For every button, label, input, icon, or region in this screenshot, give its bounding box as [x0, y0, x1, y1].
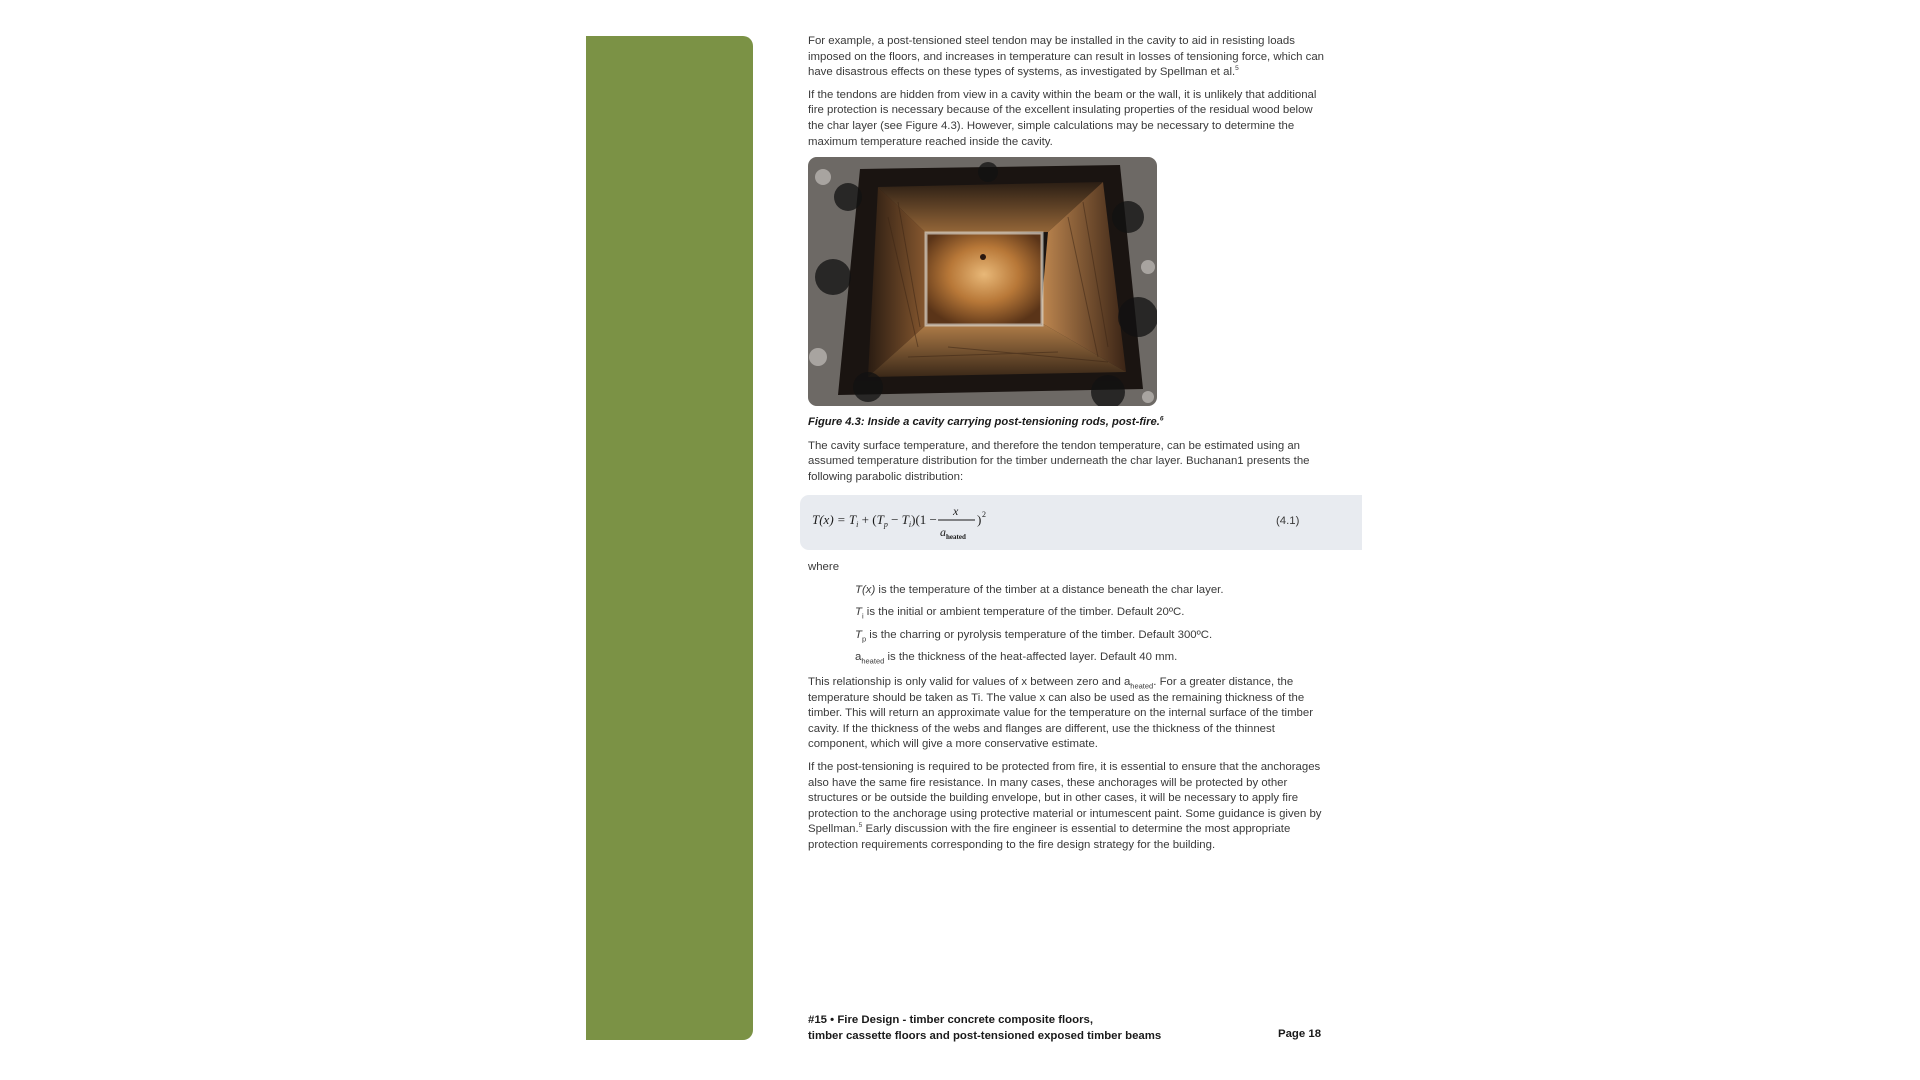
equation-number: (4.1) — [1276, 515, 1300, 527]
footer-title-line-2: timber cassette floors and post-tensioned exposed timber beams — [808, 1029, 1162, 1042]
parabolic-distribution-formula — [810, 500, 1010, 545]
definition-item: T(x) is the temperature of the timber at a distance beneath the char layer. — [855, 583, 1224, 596]
sidebar-color-band — [586, 36, 753, 1040]
figure-caption: Figure 4.3: Inside a cavity carrying post-tensioning rods, post-fire.$^6$ — [808, 415, 1164, 429]
paragraph-cavity-temperature: The cavity surface temperature, and therefore the tendon temperature, can be estimated using an assumed temperature distribution for the timber underneath the char layer. Buchanan1 presents the following parabolic distribution: — [808, 439, 1310, 483]
definition-item: $a_{heated}$ is the thickness of the heat-affected layer. Default 40 mm. — [855, 651, 1178, 666]
paragraph-validity: This relationship is only valid for values of x between zero and $a_{heated}$. For a greater distance, the temperature should be taken as Ti. The value x can also be used as the remaining thickness of the timber. This will return an approximate value for the temperature on the internal surface of the timber cavity. If the thickness of the webs and flanges are different, use the thickness of the thinnest component, which will give a more conservative estimate. — [808, 676, 1314, 751]
reference-mark: 5 — [858, 822, 863, 830]
where-definitions — [808, 560, 1328, 666]
figure-cavity-photo — [808, 157, 1157, 406]
paragraph-hidden-tendons: If the tendons are hidden from view in a cavity within the beam or the wall, it is unlikely that additional fire protection is necessary because of the excellent insulating properties of the residual wood below the char layer (see Figure 4.3). However, simple calculations may be necessary to determine the maximum temperature reached inside the cavity. — [808, 88, 1317, 148]
footer-title-line-1: #15 • Fire Design - timber concrete composite floors, — [808, 1014, 1094, 1026]
charred-cavity-image — [808, 157, 1157, 406]
svg-text:x: x — [953, 504, 959, 518]
svg-text:T(x) = Ti + (Tp − Ti)(1 −: $T(x) = T_i + (T_p - T_i)(1$ − — [812, 512, 937, 529]
where-label: where — [808, 561, 840, 573]
paragraph-anchorages: If the post-tensioning is required to be protected from fire, it is essential to ensure that the anchorages also have the same fire resistance. In many cases, these anchorages will be protected by other structures or be outside the building envelope, but in other cases, it will be necessary to apply fire protection to the anchorage using protective material or intumescent paint. Some guidance is given by Spellman.$^5$ Early discussion with the fire engineer is essential to determine the most appropriate protection requirements corresponding to the fire design strategy for the building. — [808, 760, 1322, 851]
paragraph-post-tensioned-tendon: For example, a post-tensioned steel tendon may be installed in the cavity to aid in resisting loads imposed on the floors, and increases in temperature can result in losses of tensioning force, which can have disastrous effects on these types of systems, as investigated by Spellman et al.$^5$ — [808, 35, 1325, 79]
page-number: Page 18 — [1278, 1028, 1322, 1040]
page-footer — [808, 1013, 1328, 1044]
svg-text:): ) — [977, 512, 982, 527]
equation-4-1 — [810, 500, 1350, 545]
definition-item: $T_i$ is the initial or ambient temperature of the timber. Default 20ºC. — [855, 606, 1185, 621]
reference-mark: 5 — [1235, 65, 1239, 73]
svg-text:aheated: $a_{heated}$ — [940, 525, 966, 541]
reference-mark: 6 — [1159, 415, 1164, 423]
svg-text:2: 2 — [982, 510, 986, 519]
trailing-paragraphs — [808, 675, 1328, 861]
definition-item: $T_p$ is the charring or pyrolysis temperature of the timber. Default 300ºC. — [855, 628, 1213, 644]
document-body — [808, 34, 1328, 493]
